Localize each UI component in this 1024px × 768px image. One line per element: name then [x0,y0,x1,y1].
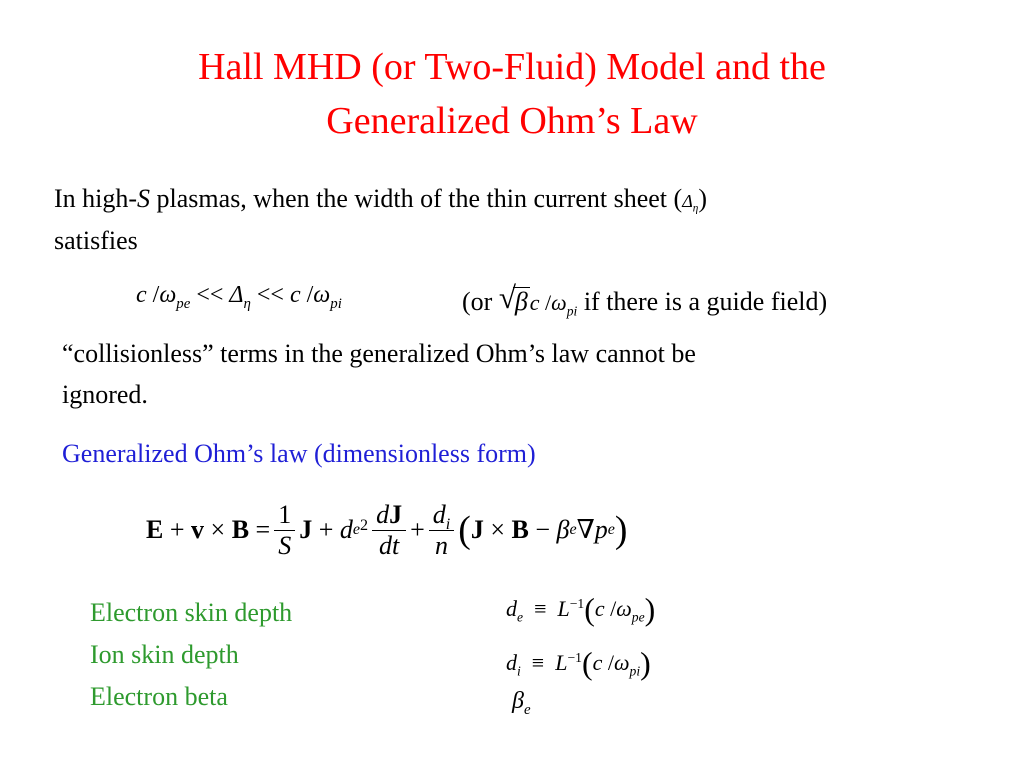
ohms-law-heading: Generalized Ohm’s law (dimensionless form) [62,439,536,468]
label-electron-beta: Electron beta [90,682,228,711]
label-ion-skin-depth: Ion skin depth [90,640,239,669]
c-over-omega-pi: c $/\omega_{pi}$ [529,290,578,319]
intro-close-paren: ) [698,184,707,213]
beta-e-symbol: $\beta_e$ [512,688,531,718]
delta-eta-symbol: $\Delta_\eta$ [682,191,699,215]
condition-inequality: c $/\omega_{pe} << \Delta_\eta << c$ $/\omega_{pi}$ [136,282,342,312]
frac-dj-dt: $\frac{dJ}{dt}$ [372,500,406,561]
sqrt-beta: √ β [498,280,528,316]
intro-text-a: In high- [54,184,138,213]
de-definition: $d_e \equiv L^{-1}(c$ $/\omega_{pe}$) [506,592,656,627]
intro-line1 [54,182,707,218]
intro-text-b: plasmas, when the width of the thin current sheet ( [150,184,683,213]
guide-field-note [462,280,828,320]
guide-text: if there is a guide field) [583,287,828,316]
or-prefix: (or [462,287,493,316]
slide-title-line2: Generalized Ohm’s Law [326,100,698,142]
di-definition: $d_i \equiv L^{-1}(c$ $/\omega_{pi}$) [506,646,651,681]
intro-line2: satisfies [54,226,138,255]
frac-di-over-n: $\frac{d_i}{n}$ [429,500,454,561]
collisionless-line1: “collisionless” terms in the generalized Ohm’s law cannot be [62,339,696,368]
generalized-ohms-equation: E + v × B = $\frac{1}{S}$ J + d e $^2$ $\frac{dJ}{dt}$ + $\frac{d_i}{n}$ ( J × B − β e ∇ p e ) [146,499,628,560]
collisionless-line2: ignored. [62,380,148,409]
frac-one-over-s: $\frac{1}{S}$ [274,500,295,561]
s-symbol: S [137,184,151,213]
slide-title-line1: Hall MHD (or Two-Fluid) Model and the [198,46,826,88]
label-electron-skin-depth: Electron skin depth [90,598,293,627]
